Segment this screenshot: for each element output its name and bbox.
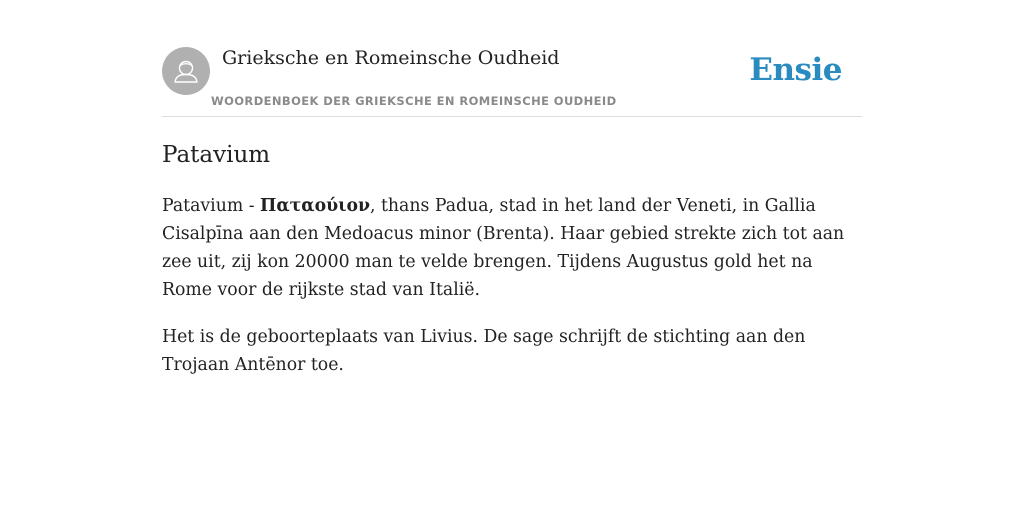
site-subtitle[interactable]: WOORDENBOEK DER GRIEKSCHE EN ROMEINSCHE OUDHEID [211, 94, 617, 108]
greek-term: Παταούιον [260, 196, 370, 216]
header [162, 0, 862, 117]
entry-body [162, 192, 862, 398]
site-title[interactable]: Grieksche en Romeinsche Oudheid [222, 47, 560, 69]
entry-paragraph-2: Het is de geboorteplaats van Livius. De sage schrijft de stichting aan den Trojaan Antēnor toe. [162, 327, 806, 375]
avatar[interactable] [162, 47, 210, 95]
user-silhouette-icon [162, 47, 210, 95]
brand-logo[interactable]: Ensie [749, 52, 842, 88]
entry-lead: Patavium - [162, 196, 261, 216]
entry-paragraph-1-text: , thans Padua, stad in het land der Veneti, in Gallia Cisalpīna aan den Medoacus minor (Brenta). Haar gebied strekte zich tot aan zee uit, zij kon 20000 man te velde brengen. Tijdens Augustus gold het na Rome voor de rijkste stad van Italië. [162, 196, 845, 300]
entry-paragraph-1 [162, 192, 862, 304]
entry-title: Patavium [162, 142, 271, 168]
page-container [162, 0, 862, 375]
